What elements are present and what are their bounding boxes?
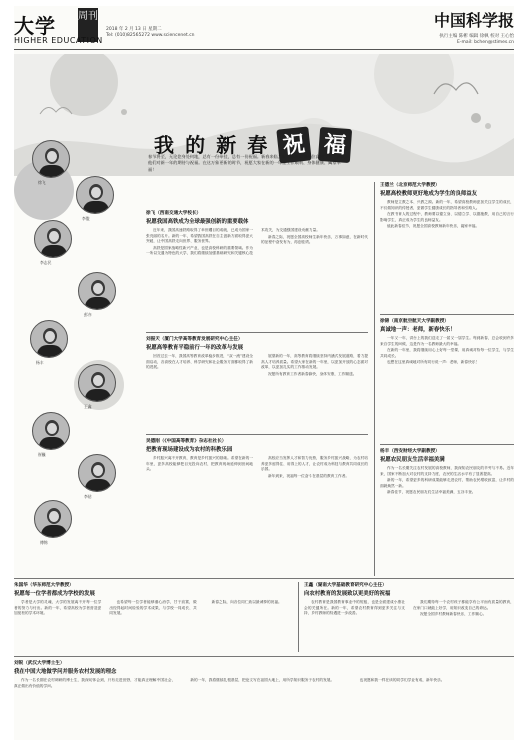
article-byline: 吴德刚（《中国高等教育》杂志社社长） bbox=[146, 439, 227, 444]
portrait-photo bbox=[78, 364, 116, 402]
article-body bbox=[380, 200, 514, 230]
article-paragraph: 在教书育人的过程中，教师要以德立身、以德立学、以德施教，用自己的言行影响学生，真正成为学生的良师益友。 bbox=[380, 212, 514, 222]
portrait-name: 李俊 bbox=[82, 216, 90, 221]
article-title: 我在中国大地做学问并服务农村发展的理念 bbox=[14, 669, 117, 675]
title-char: 春 bbox=[247, 133, 268, 157]
contact-line: Tel: (010)82565272 www.sciencenet.cn bbox=[106, 33, 195, 38]
article-paragraph: 新的一年，我将继续扎根基层，把论文写在祖国大地上，用所学知识服务于农村的发展。 bbox=[190, 678, 335, 682]
article-paragraph: 高铁是国家战略性新兴产业，也是高校科研的重要领域。作为一所以交通为特色的大学，我们将继续加强基础研究和关键核心技术攻关，为交通强国建设贡献力量。 bbox=[146, 228, 320, 256]
portrait-photo bbox=[32, 140, 70, 178]
article-byline: 刘振天（厦门大学高等教育发展研究中心主任） bbox=[146, 337, 243, 342]
masthead-meta bbox=[106, 27, 195, 39]
article-paragraph: 近年来，我国高速铁路取得了举世瞩目的成就，已成为国家一张亮丽的名片。新的一年，希望我国高铁在自主创新方面取得更大突破，让中国高铁走向世界、服务世界。 bbox=[146, 228, 253, 244]
article-title: 祝愿我国高铁成为全球最强创新的重要载体 bbox=[146, 219, 249, 225]
article-paragraph: 祝愿所有教育工作者新春愉快，身体安康，工作顺遂。 bbox=[268, 371, 357, 376]
article-paragraph: 高校应当发挥人才和智力优势，服务乡村振兴战略，为农村培养更多留得住、用得上的人才，让农村成为科技与教育共同成长的乐园。 bbox=[261, 456, 368, 472]
divider bbox=[380, 314, 514, 315]
portrait-photo bbox=[34, 500, 72, 538]
article-paragraph: 我们期待每一个农村孩子都能享有公平而有质量的教育，在家门口就能上好学，用知识改变自己的命运。 bbox=[413, 600, 514, 610]
article-byline: 刘锐（武汉大学博士生） bbox=[14, 661, 65, 666]
article-paragraph: 新年到来，祝福每一位奋斗在基层的教育工作者。 bbox=[268, 473, 350, 478]
lead-paragraph: 春节将至，无论您身处何地，总有一份牵挂，总有一份祝福。新春来临之际，本报邀请多位高校学者，谈谈他们对新一年的期待与祝福。在这万象更新的时节，祝愿大家在新的一年里工作顺利、身体健康、阖家幸福！ bbox=[148, 154, 345, 172]
divider bbox=[14, 578, 514, 579]
divider bbox=[380, 444, 514, 445]
article-byline: 杨丰（西安财经大学副教授） bbox=[380, 449, 440, 454]
title-char: 的 bbox=[185, 133, 206, 157]
article bbox=[380, 318, 514, 442]
article-paragraph: 新春之际，向各位同仁致以最诚挚的祝福。 bbox=[211, 600, 282, 604]
paper-name: 中国科学报 bbox=[433, 11, 514, 30]
article-body bbox=[14, 600, 292, 617]
title-char: 我 bbox=[154, 133, 174, 157]
article-paragraph: 也希望每一位学者能够潜心治学，甘于寂寞，做出经得起时间检验的学术成果，与学校一同成长、共同发展。 bbox=[109, 600, 197, 616]
portrait-name: 王鑫 bbox=[84, 404, 92, 409]
article-title: 向农村教育的发展致以更美好的祝福 bbox=[304, 591, 391, 597]
title-boxed-char: 祝 bbox=[277, 126, 312, 163]
staff-info bbox=[434, 34, 514, 46]
masthead bbox=[14, 6, 514, 50]
article-paragraph: 学者是大学的灵魂，大学的发展离不开每一位学者的努力与付出。新的一年，希望高校为学者营造更加宽松的学术环境。 bbox=[14, 600, 102, 616]
article-body bbox=[146, 354, 368, 377]
portrait-name: 崔巍 bbox=[38, 452, 46, 457]
article-body bbox=[14, 678, 514, 689]
article-title: 把教育现场建设成为农村的科教乐园 bbox=[146, 447, 233, 453]
article-paragraph: 乡村振兴离不开教育，教育是乡村振兴的基础。希望在新的一年里，更多高校能够把目光投向农村，把教育现场延伸到田间地头。 bbox=[146, 456, 253, 472]
article-paragraph: 新春佳节，祝愿农民朋友们生活幸福美满，五谷丰登。 bbox=[387, 490, 476, 495]
portrait-photo bbox=[78, 454, 116, 492]
divider bbox=[14, 656, 514, 657]
divider bbox=[146, 332, 368, 333]
column-divider bbox=[374, 182, 375, 576]
title-boxed-char: 福 bbox=[318, 127, 352, 163]
article-paragraph: 展望新的一年，高等教育将继续坚持内涵式发展道路，着力提高人才培养质量。希望大家在新的一年里，以更加开放的心态面对改革，以更加扎实的工作推动发展。 bbox=[261, 354, 368, 370]
article bbox=[14, 660, 514, 738]
portrait-name: 彭亦 bbox=[84, 312, 92, 317]
article bbox=[146, 336, 368, 432]
article-body bbox=[380, 466, 514, 496]
article-paragraph: 教师是立教之本、兴教之源。新的一年，希望高校教师更加关注学生的成长，不仅做知识的传授者，更做学生健康成长的指导者和引路人。 bbox=[380, 200, 514, 210]
article bbox=[146, 210, 368, 330]
article bbox=[380, 182, 514, 312]
divider bbox=[146, 434, 368, 435]
article bbox=[304, 582, 514, 654]
brand-title: 大学 bbox=[14, 14, 56, 38]
article-paragraph: 也祝愿和我一样在读的同学们学业有成，新年快乐。 bbox=[359, 678, 445, 682]
portrait-name: 杨丰 bbox=[36, 360, 44, 365]
portrait-photo bbox=[30, 320, 68, 358]
portrait-photo bbox=[76, 176, 114, 214]
article-body bbox=[146, 456, 368, 479]
article-title: 祝愿高等教育平稳前行一年的改革与发展 bbox=[146, 345, 244, 351]
article-byline: 王鑫（湖南大学基础教育研究中心主任） bbox=[304, 583, 387, 588]
article-paragraph: 农村教育是我国教育事业中的短板，也是全面建成小康社会的关键所在。新的一年，希望农村教育得到更多关注与支持，乡村教师的待遇进一步改善。 bbox=[304, 600, 405, 616]
article-title: 真诚地一声：老师，新春快乐！ bbox=[380, 327, 456, 333]
article-byline: 徐飞（西南交通大学校长） bbox=[146, 211, 202, 216]
article-paragraph: 新春之际，祝愿全国高校师生新年快乐，万事如意，在新时代的征程中奋发有为，再创佳绩。 bbox=[261, 234, 368, 245]
article-title: 祝愿农民朋友生活幸福美满 bbox=[380, 457, 445, 463]
article-paragraph: 一年又一年，讲台上的我们送走了一届又一届学生。每到新春，总会收到许多来自学生的问候，这是作为一名教师最大的幸福。 bbox=[380, 336, 514, 346]
title-char: 新 bbox=[216, 133, 237, 157]
brand-box: 周刊 bbox=[78, 8, 98, 42]
article-paragraph: 祝愿全国乡村教师新春快乐，工作顺心。 bbox=[420, 612, 487, 617]
article-paragraph: 新的一年，希望更多的科研成果能够走进农村，帮助农民增收致富，让乡村的面貌焕然一新。 bbox=[380, 478, 514, 488]
article bbox=[14, 582, 292, 654]
brand-english: HIGHER EDUCATION bbox=[14, 36, 103, 45]
portrait-name: 傅锦 bbox=[40, 540, 48, 545]
article-body bbox=[380, 336, 514, 366]
article-byline: 王德兰（北京师范大学教授） bbox=[380, 183, 440, 188]
staff-email: E-mail: bchen@stimes.cn bbox=[457, 40, 514, 45]
article-byline: 徐锦（南京航空航天大学副教授） bbox=[380, 319, 449, 324]
article-paragraph: 作为一名长期在农村调研的博士生，我深切体会到，只有走进田野，才能真正理解中国社会，真正做出有价值的学问。 bbox=[14, 678, 176, 688]
article-paragraph: 在新的一年里，我将继续用心上好每一堂课，用真诚对待每一位学生，与学生共同成长。 bbox=[380, 348, 514, 358]
article-body bbox=[304, 600, 514, 618]
portrait-photo bbox=[34, 220, 72, 258]
article-paragraph: 值此新春佳节，祝愿全国高校教师新年快乐，阖家幸福。 bbox=[387, 224, 480, 229]
column-divider bbox=[298, 582, 299, 652]
article-paragraph: 回首过去一年，我国高等教育改革稳步推进，“双一流”建设全面启动，各高校在人才培养、科学研究和社会服务方面都取得了新的进展。 bbox=[146, 354, 253, 370]
portrait-column bbox=[14, 140, 138, 576]
portrait-name: 李志民 bbox=[40, 260, 52, 265]
article-title: 祝愿高校教师更好地成为学生的良师益友 bbox=[380, 191, 478, 197]
article-paragraph: 也想在这里真诚地对所有同行说一声：老师，新春快乐！ bbox=[387, 360, 480, 365]
article-byline: 朱国华（华东师范大学教授） bbox=[14, 583, 74, 588]
article bbox=[146, 438, 368, 540]
portrait-photo bbox=[78, 272, 116, 310]
portrait-photo bbox=[32, 412, 70, 450]
portrait-name: 李钻 bbox=[84, 494, 92, 499]
issue-date: 2018 年 2 月 13 日 星期二 bbox=[106, 27, 162, 32]
article bbox=[380, 448, 514, 572]
newspaper-page bbox=[14, 6, 514, 740]
article-paragraph: 作为一名长期关注农村发展的高校教师，我深知农民朋友的辛劳与不易。近年来，国家不断加大对农村的支持力度，农民的生活水平有了显著提高。 bbox=[380, 466, 514, 476]
masthead-right bbox=[434, 8, 514, 46]
staff-line: 执行主编 陈彬 编辑 徐枫 校对 王心怡 bbox=[439, 34, 514, 39]
article-body bbox=[146, 228, 368, 257]
article-title: 祝愿每一位学者都成为学校的发展 bbox=[14, 591, 95, 597]
portrait-name: 徐飞 bbox=[38, 180, 46, 185]
